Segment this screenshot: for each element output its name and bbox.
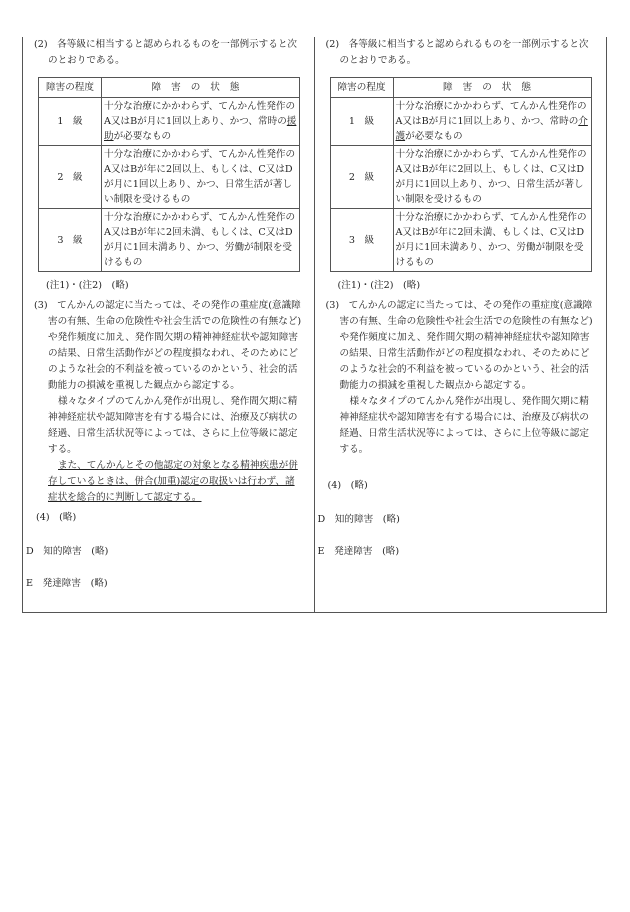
table-row bbox=[330, 209, 591, 272]
header-state: 障害の状態 bbox=[393, 78, 591, 98]
table-row bbox=[330, 98, 591, 146]
state-text-end: が必要なもの bbox=[405, 131, 463, 142]
intro-text: (2) 各等級に相当すると認められるものを一部例示すると次のとおりである。 bbox=[34, 39, 298, 66]
grade-table bbox=[330, 77, 592, 272]
underlined-amendment: また、てんかんとその他認定の対象となる精神疾患が併存しているときは、併合(加重)認定の取扱いは行わず、諸症状を総合的に判断して認定する。 bbox=[48, 460, 298, 503]
state-cell: 十分な治療にかかわらず、てんかん性発作のA又はBが年に2回未満、もしくは、C又はDが月に1回未満あり、かつ、労働が制限を受けるもの bbox=[393, 209, 591, 272]
paragraph-3: (3) てんかんの認定に当たっては、その発作の重症度(意識障害の有無、生命の危険性や社会生活での危険性の有無など)や発作頻度に加え、発作間欠期の精神神経症状や認知障害の結果、日常生活動作がどの程度損なわれ、そのためにどのような社会的不利益を被っているのかという、社会的活動能力の損減を重視した観点から認定する。 bbox=[34, 300, 302, 391]
underlined-term: 介護 bbox=[395, 116, 588, 142]
grade-cell: 2 級 bbox=[39, 146, 102, 209]
intro-text: (2) 各等級に相当すると認められるものを一部例示すると次のとおりである。 bbox=[325, 39, 589, 66]
paragraph-3b: 様々なタイプのてんかん発作が出現し、発作間欠期に精神神経症状や認知障害を有する場合には、治療及び病状の経過、日常生活状況等によっては、さらに上位等級に認定する。 bbox=[339, 396, 589, 455]
grade-cell: 1 級 bbox=[330, 98, 393, 146]
header-degree: 障害の程度 bbox=[330, 78, 393, 98]
item-4: (4) (略) bbox=[327, 480, 368, 491]
state-cell bbox=[393, 98, 591, 146]
table-header-row bbox=[330, 78, 591, 98]
state-cell: 十分な治療にかかわらず、てんかん性発作のA又はBが年に2回以上、もしくは、C又はDが月に1回以上あり、かつ、日常生活が著しい制限を受けるもの bbox=[102, 146, 300, 209]
paragraph-3: (3) てんかんの認定に当たっては、その発作の重症度(意識障害の有無、生命の危険性や社会生活での危険性の有無など)や発作頻度に加え、発作間欠期の精神神経症状や認知障害の結果、日常生活動作がどの程度損なわれ、そのためにどのような社会的不利益を被っているのかという、社会的活動能力の損減を重視した観点から認定する。 bbox=[325, 300, 593, 391]
header-degree: 障害の程度 bbox=[39, 78, 102, 98]
state-text-end: が必要なもの bbox=[113, 131, 172, 142]
document-frame bbox=[22, 37, 607, 613]
table-row bbox=[39, 209, 300, 272]
table-row bbox=[39, 98, 300, 146]
grade-cell: 1 級 bbox=[39, 98, 102, 146]
state-text: 十分な治療にかかわらず、てんかん性発作のA又はBが月に1回以上あり、かつ、常時の bbox=[395, 101, 587, 127]
state-cell: 十分な治療にかかわらず、てんかん性発作のA又はBが年に2回未満、もしくは、C又はDが月に1回未満あり、かつ、労働が制限を受けるもの bbox=[102, 209, 300, 272]
section-e: E 発達障害 (略) bbox=[26, 578, 108, 589]
grade-cell: 2 級 bbox=[330, 146, 393, 209]
paragraph-3b: 様々なタイプのてんかん発作が出現し、発作間欠期に精神神経症状や認知障害を有する場合には、治療及び病状の経過、日常生活状況等によっては、さらに上位等級に認定する。 bbox=[48, 396, 298, 455]
table-row bbox=[330, 146, 591, 209]
right-column-current bbox=[315, 37, 607, 612]
grade-cell: 3 級 bbox=[39, 209, 102, 272]
section-d: D 知的障害 (略) bbox=[26, 546, 109, 557]
header-state: 障害の状態 bbox=[102, 78, 300, 98]
table-row bbox=[39, 146, 300, 209]
state-text: 十分な治療にかかわらず、てんかん性発作のA又はBが月に1回以上あり、かつ、常時の bbox=[104, 101, 296, 127]
table-header-row bbox=[39, 78, 300, 98]
item-4: (4) (略) bbox=[36, 512, 77, 523]
section-d: D 知的障害 (略) bbox=[317, 514, 400, 525]
left-column-revised bbox=[23, 37, 315, 612]
section-e: E 発達障害 (略) bbox=[317, 546, 400, 557]
grade-cell: 3 級 bbox=[330, 209, 393, 272]
state-cell: 十分な治療にかかわらず、てんかん性発作のA又はBが年に2回以上、もしくは、C又はDが月に1回以上あり、かつ、日常生活が著しい制限を受けるもの bbox=[393, 146, 591, 209]
notes: (注1)・(注2) (略) bbox=[337, 280, 421, 291]
grade-table bbox=[38, 77, 300, 272]
state-cell bbox=[102, 98, 300, 146]
underlined-term: 援助 bbox=[104, 116, 297, 142]
paragraph-3c bbox=[34, 458, 304, 506]
notes: (注1)・(注2) (略) bbox=[46, 280, 129, 291]
